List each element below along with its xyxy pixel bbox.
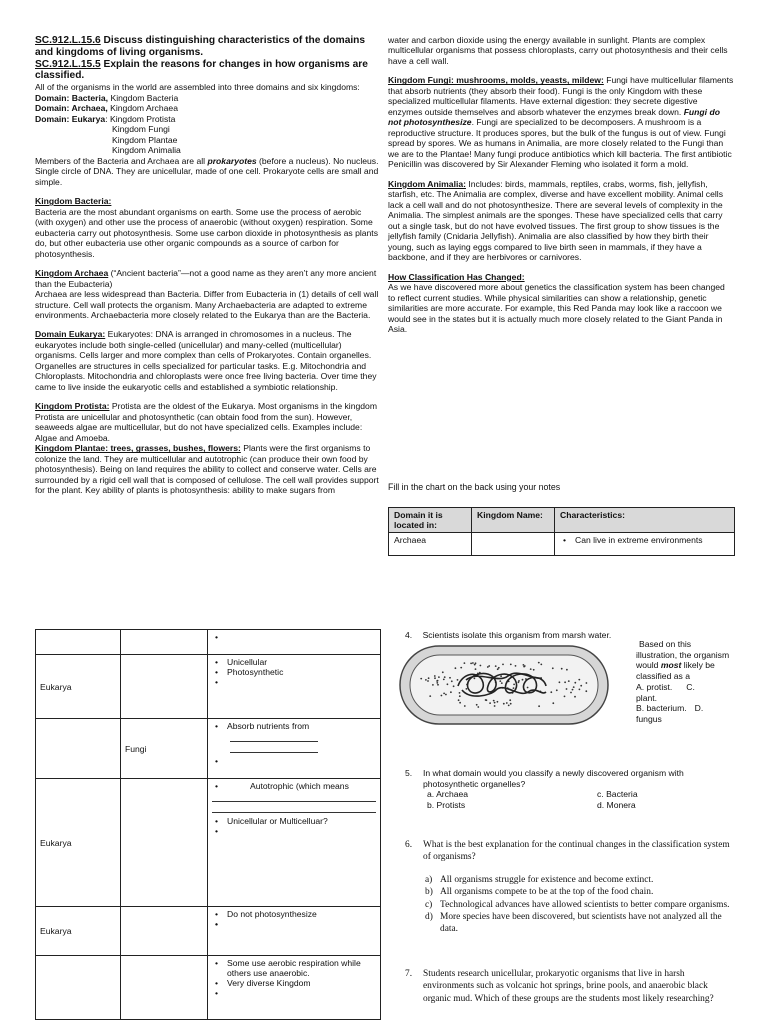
chart-kingdom-cell[interactable]: [121, 630, 208, 655]
domain-line-bacteria: Domain: Bacteria, Kingdom Bacteria: [35, 92, 179, 103]
chart-characteristics-cell[interactable]: [208, 956, 381, 1020]
bacteria-body: Bacteria are the most abundant organisms on earth. Some use the process of aerobic (with oxygen) and other use the process of anaerobic (without oxygen) respiration. Some eubacteria carry out photosynthesis. Some use carbon dioxide in photosynthesis as plants do, but other eubacteria use other organic compounds as a source of carbon for photosynthesis.: [35, 206, 378, 259]
q4-number: 4.: [405, 630, 413, 640]
key-cell-characteristic: [555, 533, 735, 556]
key-cell-domain: Archaea: [389, 533, 472, 556]
key-table: [388, 507, 735, 556]
animalia-paragraph: Kingdom Animalia: Includes: birds, mammals, reptiles, crabs, worms, fish, jellyfish, starfish, etc. The Animalia are complex, diverse and have excellent mobility. Animal cells lack a cell wall and do not photosynthesize. There are several levels of complexity in the Animalia. The simplest animals are the sponges. These have specialized cells that carry out a single task, but do not have evolved tissues. The first group to show tissues is the jellyfish family (Cnidaria Jellyfish). Animalia are also classified by how they birth their young, such as laying eggs compared to live birth seen in mammals, if they have a backbone, and if they are herbivores or carnivores.: [388, 178, 723, 263]
q5-stem-row: [405, 768, 735, 789]
chart-bullet: • Do not photosynthesize: [212, 909, 376, 919]
chart-domain-cell[interactable]: [36, 956, 121, 1020]
q4-choice-row: A. protist. C.: [636, 681, 695, 692]
chart-row-4: [36, 779, 381, 907]
intro-text: All of the organisms in the world are assembled into three domains and six kingdoms:: [35, 82, 360, 93]
question-7: [405, 968, 735, 1005]
q6-choice[interactable]: d) More species have been discovered, but scientists have not analyzed all the data.: [425, 912, 722, 935]
chart-bullet: • Very diverse Kingdom: [212, 978, 376, 988]
q4-choice-row: B. bacterium. D.: [636, 703, 704, 714]
chart-row-1: [36, 630, 381, 655]
answer-line[interactable]: [212, 802, 376, 813]
question-5: [405, 768, 735, 811]
chart-row-2: [36, 655, 381, 719]
q5-stem: In what domain would you classify a newly discovered organism with photosynthetic organelles?: [423, 768, 684, 789]
chart-bullet: • Unicellular or Multicelluar?: [212, 816, 376, 826]
fill-instruction: Fill in the chart on the back using your notes: [388, 482, 561, 492]
q6-stem: What is the best explanation for the continual changes in the classification system of organisms?: [423, 840, 730, 863]
chart-domain-cell[interactable]: [36, 630, 121, 655]
archaea-body: Archaea are less widespread than Bacteria. Differ from Eubacteria in (1) details of cell wall structure. Cell wall protects the organism. Many Archaebacteria are adapted to extreme environments. Archaebacteria more closely related to the Eukarya than are the Bacteria.: [35, 289, 379, 320]
bacterium-illustration: [396, 640, 612, 730]
prokaryote-note: Members of the Bacteria and Archaea are all prokaryotes (before a nucleus). No nucleus. Single circle of DNA. They are unicellular, made of one cell. Prokaryote cells are small and simple.: [35, 155, 379, 187]
bacteria-heading: Kingdom Bacteria:: [35, 196, 112, 207]
q6-choice[interactable]: a) All organisms struggle for existence and become extinct.: [425, 874, 654, 885]
eukarya-paragraph: Domain Eukarya: Eukaryotes: DNA is arranged in chromosomes in a nucleus. The eukaryotes include both single-celled (unicellular) and many-celled (multicellular) organisms. Cells larger and more complex than cells of Prokaryotes. Contain organelles. Organelles are structures in cells specialized for particular tasks. E.g. Mitochondria and Chloroplasts. Mitochondria and chloroplasts were once free living bacteria. Over time they came to live inside the eukaryotic cells and established a symbiotic relationship.: [35, 329, 377, 392]
chart-bullet: • Autotrophic (which means: [212, 781, 376, 791]
q5-choices: [405, 789, 735, 810]
right-column: [388, 35, 734, 335]
classification-heading: How Classification Has Changed:: [388, 271, 525, 282]
q4-choice-row: fungus: [636, 714, 662, 725]
key-header-characteristics: Characteristics:: [555, 508, 735, 533]
key-header-domain: Domain it is located in:: [389, 508, 472, 533]
q4-stem: Scientists isolate this organism from marsh water.: [422, 630, 612, 640]
kingdom-fungi-line: Kingdom Fungi: [112, 124, 170, 135]
classification-body: As we have discovered more about genetics the classification system has been changed to reflect current studies. While physical similarities can show a relationship, genetic similarities are more accurate. For example, this Red Panda may look like a raccoon we would see in the states but it is actually much more closely related to the Giant Panda in Asia.: [388, 282, 725, 335]
chart-kingdom-cell: Fungi: [121, 719, 208, 779]
kingdom-plantae-line: Kingdom Plantae: [112, 134, 178, 145]
key-characteristic-item: • Can live in extreme environments: [560, 535, 729, 545]
left-column: [35, 35, 381, 496]
question-6: [405, 839, 735, 936]
standard-1: SC.912.L.15.6 Discuss distinguishing characteristics of the domains and kingdoms of living organisms.: [35, 35, 366, 58]
chart-kingdom-cell[interactable]: [121, 655, 208, 719]
answer-line[interactable]: [230, 731, 318, 742]
key-cell-kingdom[interactable]: [472, 533, 555, 556]
key-table-row: [389, 533, 735, 556]
q6-choice[interactable]: c) Technological advances have allowed scientists to better compare organisms.: [425, 899, 730, 910]
plantae-continued: water and carbon dioxide using the energy available in sunlight. Plants are complex multicellular organisms that possess chloroplasts, carry out photosynthesis and their cells have a cell wall.: [388, 35, 728, 66]
chart-characteristics-cell[interactable]: [208, 655, 381, 719]
protista-paragraph: Kingdom Protista: Protista are the oldest of the Eukarya. Most organisms in the kingdom Protista are unicellular and photosynthetic (can obtain food from the sun). However, seaweeds algae are multicellular, but do not have specialized cells. Examples include: Algae and Amoeba.: [35, 401, 377, 443]
q7-stem: Students research unicellular, prokaryotic organisms that live in harsh environments such as volcanic hot springs, brine pools, and anaerobic black organic mud. Which of these groups are the students most likely researching?: [423, 969, 714, 1004]
chart-row-6: [36, 956, 381, 1020]
q7-number: 7.: [405, 969, 413, 979]
chart-bullet: • Photosynthetic: [212, 667, 376, 677]
q5-choice-row: b. Protists d. Monera: [427, 800, 636, 811]
chart-characteristics-cell[interactable]: [208, 907, 381, 956]
standard-2: SC.912.L.15.5 Explain the reasons for changes in how organisms are classified.: [35, 58, 368, 82]
answer-line[interactable]: [230, 742, 318, 753]
chart-domain-cell: Eukarya: [36, 779, 121, 907]
q4-side-line: illustration, the organism: [636, 649, 730, 660]
chart-bullet: • Some use aerobic respiration while others use anaerobic.: [212, 958, 376, 978]
q4-side-line: classified as a: [636, 671, 690, 682]
q4-side-line: would most likely be: [636, 660, 715, 671]
plantae-paragraph: Kingdom Plantae: trees, grasses, bushes, flowers: Plants were the first organisms to colonize the land. They are multicellular and autotrophic (can produce their own food by photosynthesis). Being on land requires the ability to collect and conserve water. Cells are surrounded by a rigid cell wall that is composed of cellulose. The cell wall provides support for the plant. Key ability of plants is photosynthesis: ability to make sugars from: [35, 443, 379, 496]
chart-bullet: • Unicellular: [212, 657, 376, 667]
chart-kingdom-cell[interactable]: [121, 779, 208, 907]
domain-line-archaea: Domain: Archaea, Kingdom Archaea: [35, 103, 178, 114]
q6-choice[interactable]: b) All organisms compete to be at the top of the food chain.: [425, 887, 654, 898]
chart-kingdom-cell[interactable]: [121, 907, 208, 956]
domain-line-eukarya: Domain: Eukarya: Kingdom Protista: [35, 113, 176, 124]
kingdom-chart: [35, 629, 381, 1020]
q7-stem-row: [405, 968, 735, 1005]
q4-side-line: Based on this: [639, 639, 692, 649]
key-header-kingdom: Kingdom Name:: [472, 508, 555, 533]
archaea-lead: Kingdom Archaea (“Ancient bacteria”—not a good name as they aren’t any more ancient than the Eubacteria): [35, 268, 377, 289]
chart-kingdom-cell[interactable]: [121, 956, 208, 1020]
q6-number: 6.: [405, 840, 413, 850]
chart-characteristics-cell[interactable]: [208, 779, 381, 907]
chart-domain-cell: Eukarya: [36, 655, 121, 719]
fungi-paragraph: Kingdom Fungi: mushrooms, molds, yeasts, mildew: Fungi have multicellular filaments that absorb nutrients (they absorb their food). Fungi is the only Kingdom with these specialized multicellular filaments. Have external digestion: they secrete digestive enzymes outside themselves and absorb whatever the enzymes break down. Fungi do not photosynthesize. Fungi are specialized to be decomposers. A mushroom is a reproductive structure. It produces spores, but the bulk of the fungus is out of view. Fungi spread by spores. We as humans in Animalia, are more closely related to the Fungi than we are to the Plantae! Many fungi produce antibiotics which kill bacteria. The first antibiotic Penicillin was discovered by Sir Alexander Fleming who isolated it form a mold.: [388, 75, 734, 170]
q5-number: 5.: [405, 768, 413, 778]
chart-domain-cell: Eukarya: [36, 907, 121, 956]
q4-side-text: [636, 639, 740, 725]
q5-choice-row: a. Archaea c. Bacteria: [427, 789, 638, 800]
q4-choice-row: plant.: [636, 692, 658, 703]
chart-characteristics-cell[interactable]: [208, 630, 381, 655]
key-table-header: [389, 508, 735, 533]
answer-line[interactable]: [212, 791, 376, 802]
chart-domain-cell[interactable]: [36, 719, 121, 779]
chart-bullet: • Absorb nutrients from: [212, 721, 376, 731]
chart-characteristics-cell[interactable]: [208, 719, 381, 779]
chart-row-3: [36, 719, 381, 779]
kingdom-animalia-line: Kingdom Animalia: [112, 145, 181, 156]
chart-row-5: [36, 907, 381, 956]
q6-stem-row: [405, 839, 735, 864]
